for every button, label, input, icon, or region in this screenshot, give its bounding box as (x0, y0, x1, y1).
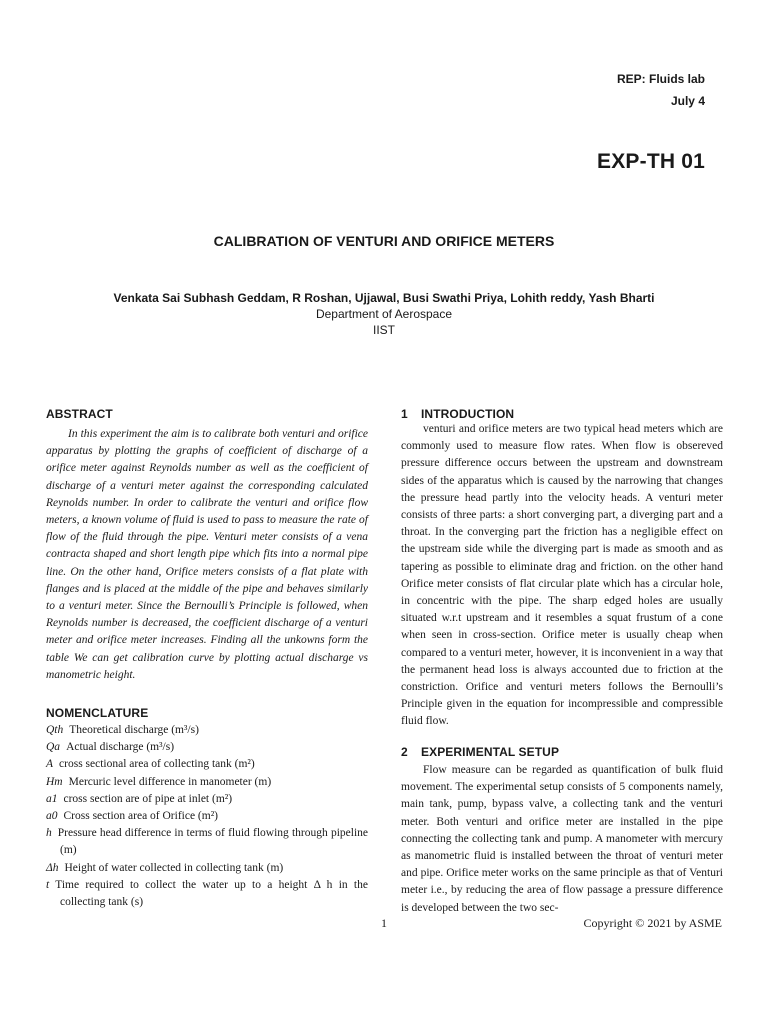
institution: IIST (372, 323, 395, 337)
nomenclature-symbol: h (46, 827, 52, 840)
introduction-text: venturi and orifice meters are two typical head meters which are commonly used to measure flow rates. When flow is obsereved pressure difference occurs between the upstream and downstream sides of the apparatus which is caused by the narrowing that changes the pressure head partly into the velocity heads. A venturi meter consists of three parts: a short converging part, a diverging part and a throat. In the converging part the friction has a negligible effect on the upstream side while the diverging part is made as smooth and as tapering as possible to eliminate drag and friction. on the other hand Orifice meter consists of flat circular plate which has a circular hole, in concentric with the pipe. The sharp edged holes are usually situated w.r.t upstream and it resembles a squat frustum of a cone when seen in cross-section. Orifice meter is usually cheap when compared to a venturi meter, however, it is inconvenient in a way that the permanent head loss is always accounted due to friction at the constriction. Orifice and venturi meters follows the Bernoulli’s Principle given in the equation for incompressible and compressible fluid flow. (401, 423, 723, 728)
copyright-notice: Copyright © 2021 by ASME (583, 916, 722, 930)
abstract-section (46, 424, 368, 684)
nomenclature-symbol: Δh (46, 861, 59, 874)
report-label: REP: Fluids lab (616, 72, 705, 86)
page-number: 1 (381, 916, 387, 930)
nomenclature-symbol: a0 (46, 810, 58, 823)
section-title: EXPERIMENTAL SETUP (421, 745, 560, 759)
nomenclature-symbol: t (46, 878, 50, 891)
paper-title: CALIBRATION OF VENTURI AND ORIFICE METERS (213, 233, 555, 249)
nomenclature-item (46, 774, 368, 791)
nomenclature-description: cross section are of pipe at inlet (m²) (63, 792, 233, 805)
nomenclature-symbol: Qa (46, 741, 61, 754)
experimental-setup-text: Flow measure can be regarded as quantification of bulk fluid movement. The experimental setup consists of 5 components namely, main tank, pump, bypass valve, a collecting tank and the venturi meter. Both venturi and orifice meter are installed in the pipe connecting the collecting tank and pump. A manometer with mercury as manometric fluid is installed between the throat of venturi meter and pipe. Orifice meter works on the same principle as that of Venturi meter i.e., by reducing the area of flow passage a pressure difference is developed between the two sec- (401, 764, 723, 914)
introduction-section (401, 419, 723, 731)
nomenclature-description: Pressure head difference in terms of fluid flowing through pipeline (m) (57, 827, 368, 857)
nomenclature-symbol: a1 (46, 792, 58, 805)
report-date: July 4 (670, 94, 705, 108)
nomenclature-item (46, 808, 368, 825)
nomenclature-item (46, 860, 368, 877)
experiment-id: EXP-TH 01 (597, 150, 705, 173)
nomenclature-symbol: Qth (46, 724, 64, 736)
nomenclature-description: Actual discharge (m³/s) (66, 741, 175, 754)
nomenclature-description: cross sectional area of collecting tank (m²) (59, 758, 255, 771)
section-number: 1 (401, 407, 408, 421)
nomenclature-symbol: Hm (46, 775, 63, 788)
experimental-setup-section (401, 760, 723, 917)
section-number: 2 (401, 745, 408, 759)
section-title: INTRODUCTION (421, 407, 515, 421)
department: Department of Aerospace (315, 307, 453, 321)
nomenclature-description: Cross section area of Orifice (m²) (63, 810, 218, 823)
nomenclature-heading: NOMENCLATURE (46, 706, 149, 720)
nomenclature-list (46, 722, 368, 911)
nomenclature-item (46, 825, 368, 859)
nomenclature-description: Mercuric level difference in manometer (m) (68, 775, 272, 788)
nomenclature-description: Theoretical discharge (m³/s) (69, 724, 199, 736)
nomenclature-item (46, 877, 368, 911)
nomenclature-item (46, 722, 368, 739)
author-list: Venkata Sai Subhash Geddam, R Roshan, Ujjawal, Busi Swathi Priya, Lohith reddy, Yash Bharti (113, 291, 655, 305)
abstract-heading: ABSTRACT (46, 407, 113, 421)
nomenclature-description: Height of water collected in collecting tank (m) (64, 861, 284, 874)
abstract-text: In this experiment the aim is to calibrate both venturi and orifice apparatus by plotting the graphs of coefficient of discharge of a orifice meter against Reynolds number as well as the coefficient of discharge of a venturi meter against the corresponding calculated Reynolds number. In order to calibrate the venturi and orifice flow meters, a known volume of fluid is used to pass to measure the rate of flow of the fluid through the pipe. Venturi meter consists of a vena contracta shaped and short length pipe which fits into a normal pipe line. On the other hand, Orifice meters consists of a flat plate with flanges and is placed at the middle of the pipe and behaves similarly to a venturi meter. Since the Bernoulli’s Principle is followed, when Reynolds number is decreased, the coefficient discharge of a venturi meter and orifice meter increases. Finding all the unkowns form the table We can get calibration curve by plotting actual discharge vs manometric height. (46, 428, 368, 681)
experimental-setup-heading (401, 745, 723, 759)
nomenclature-item (46, 739, 368, 756)
nomenclature-item (46, 791, 368, 808)
nomenclature-symbol: A (46, 758, 54, 771)
nomenclature-description: Time required to collect the water up to a height Δ h in the collecting tank (s) (55, 878, 368, 909)
nomenclature-item (46, 756, 368, 773)
